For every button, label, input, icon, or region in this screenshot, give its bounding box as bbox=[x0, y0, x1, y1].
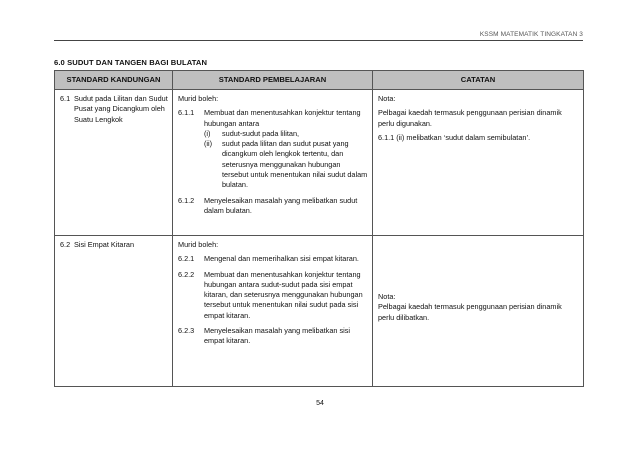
sub-item-text: sudut-sudut pada lilitan, bbox=[222, 128, 300, 138]
learning-standard-number: 6.2.2 bbox=[178, 269, 195, 279]
sub-item-number: (i) bbox=[204, 128, 211, 138]
catatan-cell bbox=[373, 236, 584, 387]
pembelajaran-cell bbox=[173, 236, 373, 387]
sub-item bbox=[204, 139, 368, 190]
header-divider bbox=[54, 40, 583, 41]
kandungan-number: 6.2 bbox=[60, 240, 71, 249]
pembelajaran-lead: Murid boleh: bbox=[178, 94, 219, 103]
kandungan-cell bbox=[55, 90, 173, 236]
sub-item-text: sudut pada lilitan dan sudut pusat yang dicangkum oleh lengkok tertentu, dan seterusnya menggunakan hubungan tersebut untuk menentukan nilai sudut dalam bulatan. bbox=[222, 139, 368, 190]
learning-standard-text: Membuat dan menentusahkan konjektur tentang hubungan antara bbox=[204, 108, 361, 128]
learning-standard-item bbox=[178, 270, 368, 321]
learning-standard-item bbox=[178, 326, 368, 347]
pembelajaran-lead: Murid boleh: bbox=[178, 240, 219, 249]
learning-standard-item bbox=[178, 196, 368, 217]
sub-item-number: (ii) bbox=[204, 139, 213, 149]
table-header-row bbox=[55, 71, 584, 90]
learning-standard-item bbox=[178, 254, 368, 264]
learning-standard-text: Menyelesaikan masalah yang melibatkan sudut dalam bulatan. bbox=[204, 195, 358, 215]
note-text: Pelbagai kaedah termasuk penggunaan perisian dinamik perlu digunakan. bbox=[378, 108, 562, 128]
learning-standard-number: 6.2.3 bbox=[178, 326, 195, 336]
catatan-cell bbox=[373, 90, 584, 236]
pembelajaran-cell bbox=[173, 90, 373, 236]
kandungan-number: 6.1 bbox=[60, 94, 71, 103]
table-row bbox=[55, 90, 584, 236]
learning-standard-number: 6.2.1 bbox=[178, 254, 195, 264]
sub-item bbox=[204, 129, 368, 139]
table-row bbox=[55, 236, 584, 387]
standards-table bbox=[54, 70, 584, 387]
kandungan-cell bbox=[55, 236, 173, 387]
column-header-pembelajaran: STANDARD PEMBELAJARAN bbox=[173, 71, 373, 90]
page-number: 54 bbox=[316, 400, 324, 407]
note-text: 6.1.1 (ii) melibatkan ‘sudut dalam semibulatan’. bbox=[378, 132, 531, 142]
curriculum-header-label: KSSM MATEMATIK TINGKATAN 3 bbox=[479, 31, 583, 38]
learning-standard-item bbox=[178, 108, 368, 190]
kandungan-text: Sudut pada Lilitan dan Sudut Pusat yang Dicangkum oleh Suatu Lengkok bbox=[74, 94, 168, 124]
learning-standard-number: 6.1.2 bbox=[178, 195, 195, 205]
learning-standard-text: Membuat dan menentusahkan konjektur tentang hubungan antara sudut-sudut pada sisi empat kitaran, dan seterusnya menggunakan hubungan tersebut untuk menentukan nilai sudut pada sisi empat kitaran. bbox=[204, 269, 363, 320]
learning-standard-text: Menyelesaikan masalah yang melibatkan sisi empat kitaran. bbox=[204, 326, 351, 346]
column-header-kandungan: STANDARD KANDUNGAN bbox=[55, 71, 173, 90]
kandungan-text: Sisi Empat Kitaran bbox=[74, 240, 135, 249]
learning-standard-text: Mengenal dan memerihalkan sisi empat kitaran. bbox=[204, 254, 359, 264]
learning-standard-number: 6.1.1 bbox=[178, 108, 195, 118]
note-text: Pelbagai kaedah termasuk penggunaan perisian dinamik perlu dilibatkan. bbox=[378, 302, 562, 322]
column-header-catatan: CATATAN bbox=[373, 71, 584, 90]
note-label: Nota: bbox=[378, 292, 396, 301]
note-label: Nota: bbox=[378, 94, 396, 103]
section-title: 6.0 SUDUT DAN TANGEN BAGI BULATAN bbox=[54, 58, 208, 67]
